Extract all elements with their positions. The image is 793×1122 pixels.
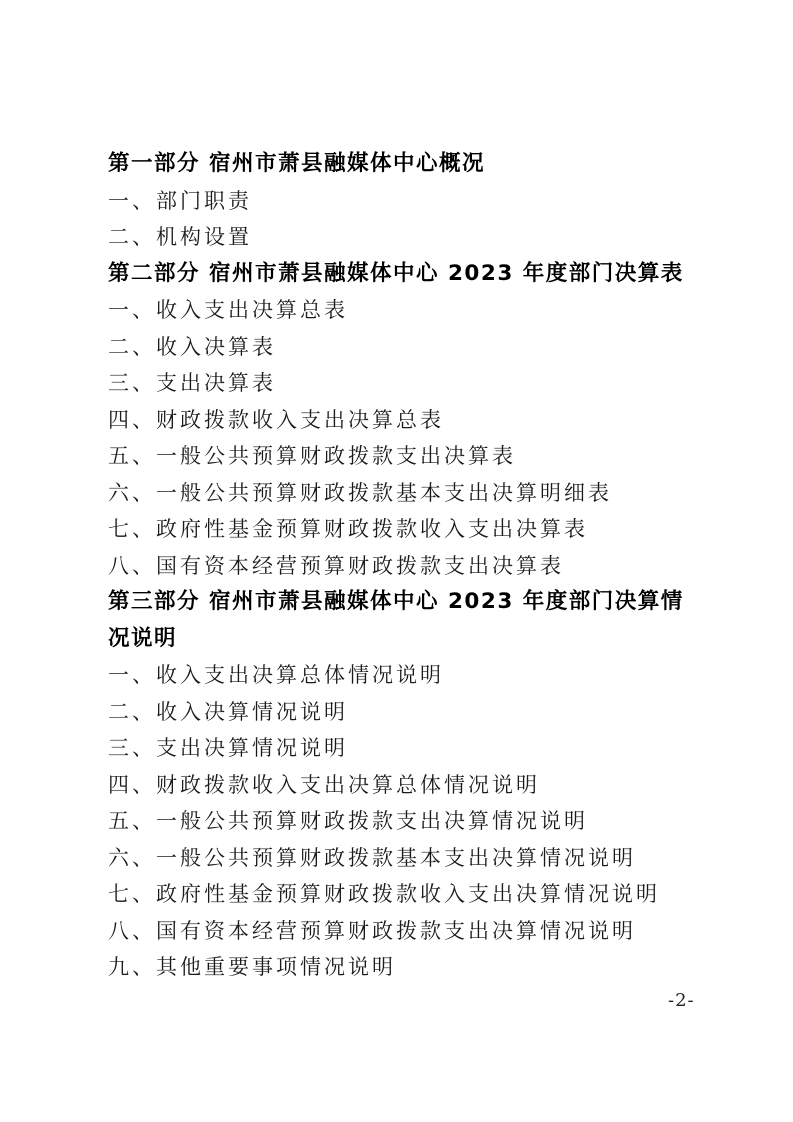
part-1-item-1: 一、部门职责 [108, 188, 252, 213]
part-3-item-2: 二、收入决算情况说明 [108, 699, 348, 724]
part-3-item-6: 六、一般公共预算财政拨款基本支出决算情况说明 [108, 845, 636, 870]
part-3-item-8: 八、国有资本经营预算财政拨款支出决算情况说明 [108, 918, 636, 943]
part-2-item-7: 七、政府性基金预算财政拨款收入支出决算表 [108, 517, 588, 541]
page-number: -2- [668, 990, 695, 1011]
part-2-item-8: 八、国有资本经营预算财政拨款支出决算表 [108, 553, 564, 578]
part-2-item-1: 一、收入支出决算总表 [108, 298, 348, 322]
part-3-heading-continued: 况说明 [108, 625, 178, 651]
part-3-item-1: 一、收入支出决算总体情况说明 [108, 663, 444, 687]
part-2-item-3: 三、支出决算表 [108, 371, 276, 395]
part-3-item-5: 五、一般公共预算财政拨款支出决算情况说明 [108, 809, 588, 833]
table-of-contents [108, 146, 708, 986]
part-3-item-7: 七、政府性基金预算财政拨款收入支出决算情况说明 [108, 882, 660, 906]
part-3-heading: 第三部分 宿州市萧县融媒体中心 2023 年度部门决算情 [108, 589, 684, 614]
part-2-item-5: 五、一般公共预算财政拨款支出决算表 [108, 444, 516, 468]
part-1-item-2: 二、机构设置 [108, 225, 252, 249]
part-2-heading: 第二部分 宿州市萧县融媒体中心 2023 年度部门决算表 [108, 260, 684, 286]
part-3-item-3: 三、支出决算情况说明 [108, 736, 348, 760]
part-2-item-6: 六、一般公共预算财政拨款基本支出决算明细表 [108, 480, 612, 505]
part-3-item-4: 四、财政拨款收入支出决算总体情况说明 [108, 772, 540, 797]
part-2-item-4: 四、财政拨款收入支出决算总表 [108, 407, 444, 432]
part-2-item-2: 二、收入决算表 [108, 334, 276, 359]
part-3-item-9: 九、其他重要事项情况说明 [108, 955, 396, 979]
part-1-heading: 第一部分 宿州市萧县融媒体中心概况 [108, 151, 485, 176]
